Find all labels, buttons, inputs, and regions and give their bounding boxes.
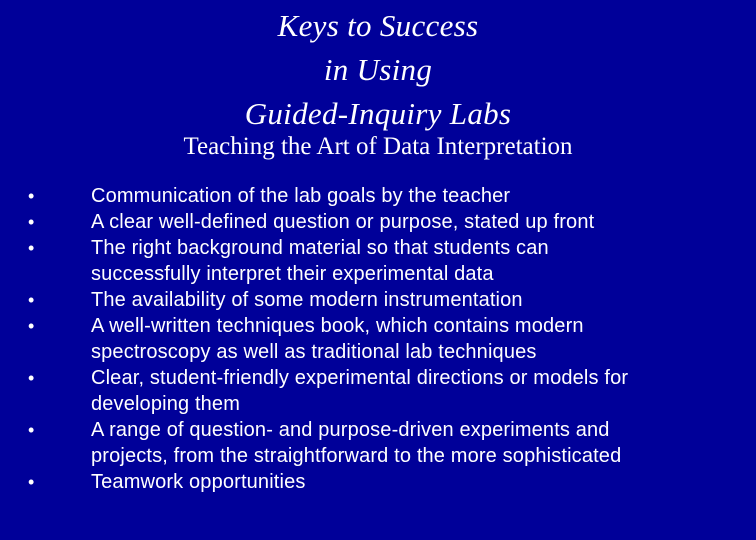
bullet-icon: • <box>28 238 35 258</box>
bullet-icon: • <box>28 420 35 440</box>
bullet-icon: • <box>28 472 35 492</box>
bullet-text: The right background material so that students can <box>91 237 549 259</box>
bullet-text: Teamwork opportunities <box>91 471 306 493</box>
bullet-item <box>26 287 736 313</box>
slide-title <box>0 4 756 136</box>
bullet-icon: • <box>28 290 35 310</box>
bullet-item <box>26 235 736 287</box>
bullet-text: The availability of some modern instrumentation <box>91 289 523 311</box>
bullet-item <box>26 469 736 495</box>
slide-subtitle: Teaching the Art of Data Interpretation <box>183 133 573 160</box>
bullet-icon: • <box>28 316 35 336</box>
bullet-icon: • <box>28 212 35 232</box>
title-line-1: Keys to Success <box>277 8 479 43</box>
bullet-item <box>26 313 736 365</box>
bullet-icon: • <box>28 368 35 388</box>
bullet-item <box>26 183 736 209</box>
bullet-item <box>26 417 736 469</box>
bullet-icon: • <box>28 186 35 206</box>
bullet-item <box>26 209 736 235</box>
bullet-text-continued: spectroscopy as well as traditional lab techniques <box>91 341 537 363</box>
title-line-3: Guided-Inquiry Labs <box>244 96 512 131</box>
bullet-list <box>26 183 736 495</box>
bullet-text: Communication of the lab goals by the teacher <box>91 185 511 207</box>
bullet-text-continued: developing them <box>91 393 241 415</box>
bullet-text: A well-written techniques book, which contains modern <box>91 315 584 337</box>
bullet-text-continued: projects, from the straightforward to the more sophisticated <box>91 445 622 467</box>
bullet-text: A range of question- and purpose-driven experiments and <box>91 419 610 441</box>
title-line-2: in Using <box>323 52 433 87</box>
bullet-text: Clear, student-friendly experimental directions or models for <box>91 367 629 389</box>
bullet-text: A clear well-defined question or purpose, stated up front <box>91 211 595 233</box>
bullet-text-continued: successfully interpret their experimental data <box>91 263 494 285</box>
bullet-item <box>26 365 736 417</box>
